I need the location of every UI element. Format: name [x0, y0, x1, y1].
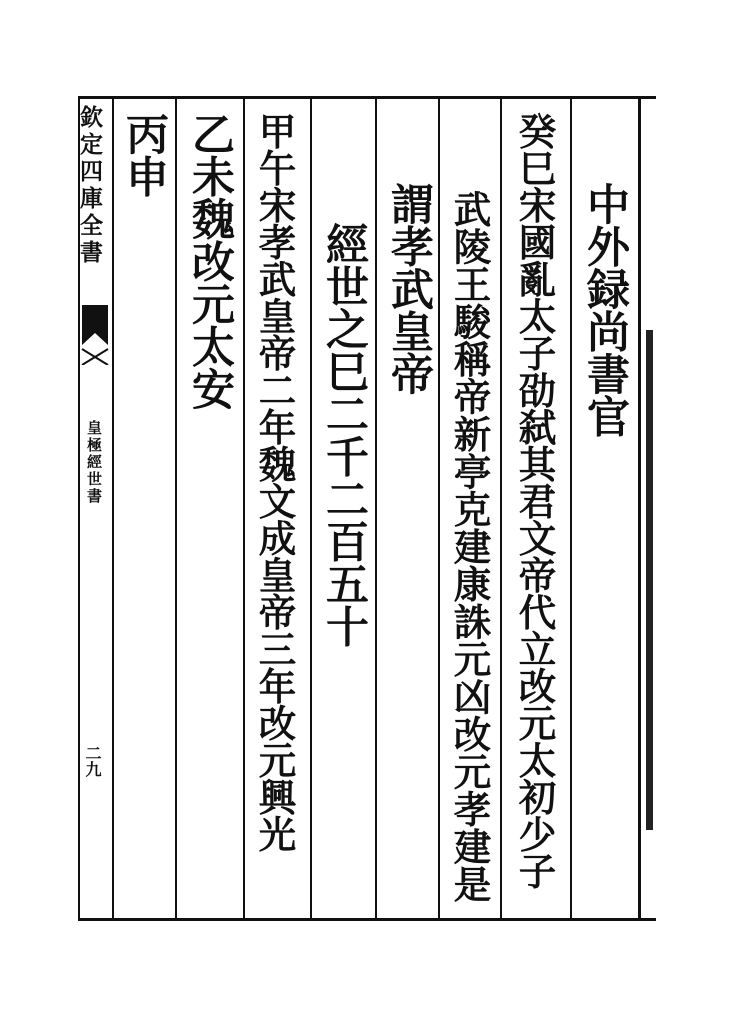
text-column-7: 乙未魏改元太安: [185, 112, 235, 410]
text-column-8: 丙申: [119, 112, 169, 197]
fishtail-mark: [80, 305, 110, 365]
text-column-1: 中外録尚書官: [580, 182, 630, 437]
column-divider: [243, 96, 245, 921]
margin-book-title: 欽定四庫全書: [76, 105, 103, 267]
column-divider: [570, 96, 572, 921]
text-column-6: 甲午宋孝武皇帝二年魏文成皇帝三年改元興光: [252, 112, 297, 852]
frame-right-rule: [638, 96, 641, 921]
column-divider: [310, 96, 312, 921]
column-divider: [175, 96, 177, 921]
text-column-4: 謂孝武皇帝: [384, 182, 434, 395]
column-divider: [438, 96, 440, 921]
margin-right-rule: [112, 96, 114, 921]
text-column-2: 癸巳宋國亂太子劭弑其君文帝代立改元太初少子: [512, 112, 557, 889]
margin-subtitle: 皇極經世書: [85, 420, 103, 505]
margin-page-number: 二九: [83, 745, 102, 777]
column-divider: [500, 96, 502, 921]
scan-edge-bar: [646, 330, 653, 830]
text-column-3: 武陵王駿稱帝新亭克建康誅元凶改元孝建是: [447, 190, 492, 903]
column-divider: [375, 96, 377, 921]
text-column-5: 經世之巳二千二百五十: [319, 222, 369, 647]
